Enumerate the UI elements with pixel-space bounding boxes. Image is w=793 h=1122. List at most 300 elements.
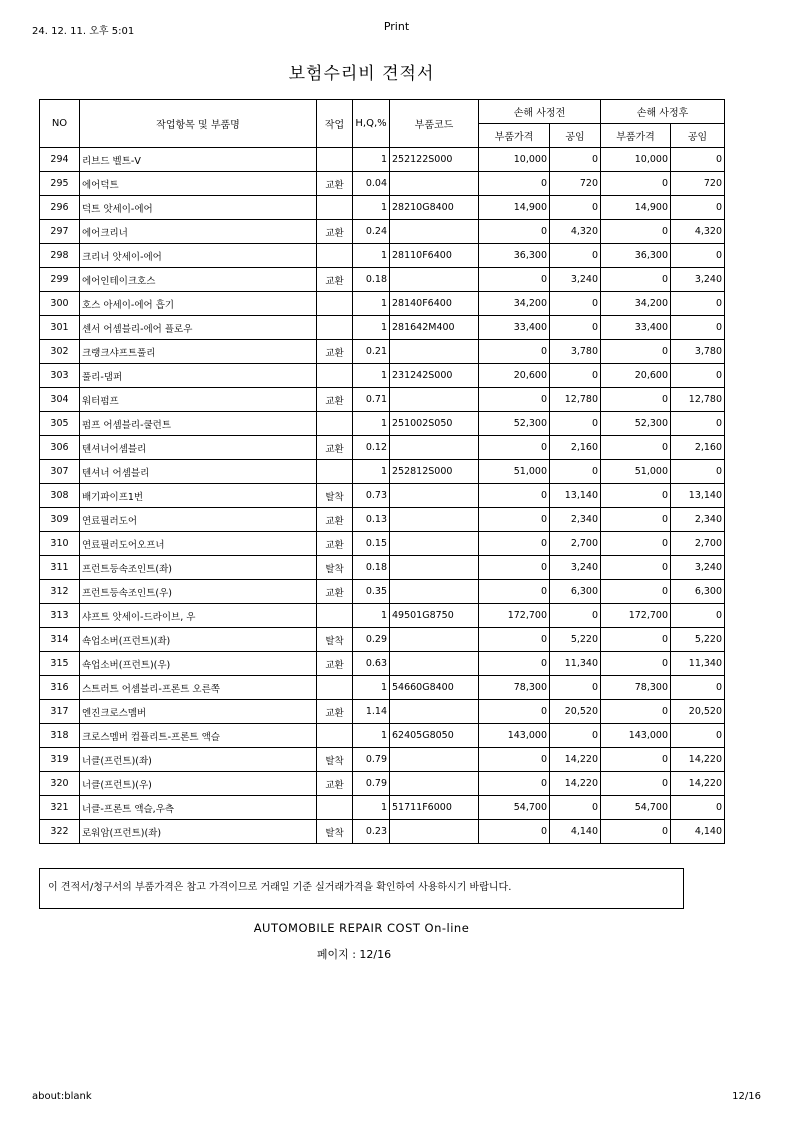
table-row: [40, 700, 725, 724]
cell-after-labor: 4,140: [671, 820, 725, 844]
cell-work: 교환: [317, 268, 353, 292]
cell-before-part-price: 0: [479, 580, 550, 604]
cell-after-part-price: 0: [601, 700, 671, 724]
cell-part-code: [390, 580, 479, 604]
header-before-part-price: 부품가격: [479, 124, 550, 148]
cell-part-code: [390, 772, 479, 796]
cell-work: [317, 316, 353, 340]
cell-no: 301: [40, 316, 80, 340]
cell-hq: 0.23: [353, 820, 390, 844]
cell-before-part-price: 14,900: [479, 196, 550, 220]
cell-work: [317, 412, 353, 436]
cell-hq: 1: [353, 316, 390, 340]
cell-hq: 1: [353, 148, 390, 172]
header-before: 손해 사정전: [479, 100, 601, 124]
cell-no: 308: [40, 484, 80, 508]
cell-before-part-price: 143,000: [479, 724, 550, 748]
cell-no: 315: [40, 652, 80, 676]
cell-before-part-price: 0: [479, 532, 550, 556]
cell-after-part-price: 14,900: [601, 196, 671, 220]
cell-after-part-price: 0: [601, 172, 671, 196]
cell-part-code: [390, 628, 479, 652]
cell-before-labor: 0: [550, 316, 601, 340]
cell-hq: 0.21: [353, 340, 390, 364]
cell-item-name: 너클-프론트 액슬,우측: [80, 796, 317, 820]
cell-before-labor: 2,700: [550, 532, 601, 556]
cell-no: 303: [40, 364, 80, 388]
cell-no: 297: [40, 220, 80, 244]
cell-before-part-price: 0: [479, 268, 550, 292]
cell-hq: 0.73: [353, 484, 390, 508]
cell-no: 322: [40, 820, 80, 844]
cell-part-code: 28210G8400: [390, 196, 479, 220]
cell-item-name: 에어덕트: [80, 172, 317, 196]
cell-before-labor: 5,220: [550, 628, 601, 652]
table-row: [40, 340, 725, 364]
cell-after-labor: 0: [671, 364, 725, 388]
table-row: [40, 724, 725, 748]
cell-item-name: 호스 아세이-에어 흡기: [80, 292, 317, 316]
cell-before-part-price: 0: [479, 700, 550, 724]
cell-before-labor: 12,780: [550, 388, 601, 412]
cell-before-labor: 13,140: [550, 484, 601, 508]
cell-no: 318: [40, 724, 80, 748]
cell-work: 교환: [317, 772, 353, 796]
cell-after-labor: 2,160: [671, 436, 725, 460]
cell-item-name: 에어크리너: [80, 220, 317, 244]
cell-no: 314: [40, 628, 80, 652]
table-row: [40, 316, 725, 340]
cell-hq: 0.13: [353, 508, 390, 532]
cell-after-labor: 2,340: [671, 508, 725, 532]
cell-before-labor: 2,340: [550, 508, 601, 532]
cell-after-part-price: 36,300: [601, 244, 671, 268]
cell-item-name: 풀리-댐퍼: [80, 364, 317, 388]
cell-work: 교환: [317, 700, 353, 724]
cell-after-labor: 0: [671, 796, 725, 820]
cell-work: [317, 796, 353, 820]
cell-before-labor: 0: [550, 604, 601, 628]
cell-no: 295: [40, 172, 80, 196]
cell-after-labor: 14,220: [671, 772, 725, 796]
cell-hq: 0.79: [353, 748, 390, 772]
cell-after-part-price: 0: [601, 580, 671, 604]
cell-before-labor: 2,160: [550, 436, 601, 460]
table-row: [40, 604, 725, 628]
table-row: [40, 148, 725, 172]
cell-after-part-price: 0: [601, 436, 671, 460]
cell-before-part-price: 10,000: [479, 148, 550, 172]
cell-work: 탈착: [317, 820, 353, 844]
cell-part-code: [390, 340, 479, 364]
cell-work: 교환: [317, 508, 353, 532]
cell-item-name: 센서 어셈블리-에어 플로우: [80, 316, 317, 340]
cell-before-part-price: 0: [479, 652, 550, 676]
cell-after-labor: 5,220: [671, 628, 725, 652]
header-no: NO: [40, 100, 80, 148]
table-row: [40, 748, 725, 772]
cell-after-labor: 2,700: [671, 532, 725, 556]
cell-part-code: [390, 820, 479, 844]
cell-work: [317, 676, 353, 700]
cell-before-part-price: 0: [479, 748, 550, 772]
cell-after-labor: 3,780: [671, 340, 725, 364]
cell-no: 296: [40, 196, 80, 220]
cell-no: 311: [40, 556, 80, 580]
cell-part-code: [390, 700, 479, 724]
cell-no: 298: [40, 244, 80, 268]
cell-part-code: [390, 436, 479, 460]
cell-after-labor: 0: [671, 316, 725, 340]
table-row: [40, 460, 725, 484]
table-row: [40, 532, 725, 556]
cell-before-part-price: 51,000: [479, 460, 550, 484]
cell-hq: 1: [353, 364, 390, 388]
cell-item-name: 쇽업소버(프런트)(좌): [80, 628, 317, 652]
cell-no: 299: [40, 268, 80, 292]
cell-before-part-price: 54,700: [479, 796, 550, 820]
cell-part-code: 251002S050: [390, 412, 479, 436]
cell-hq: 1.14: [353, 700, 390, 724]
cell-before-labor: 720: [550, 172, 601, 196]
cell-work: 교환: [317, 652, 353, 676]
table-row: [40, 676, 725, 700]
table-row: [40, 244, 725, 268]
print-url: about:blank: [32, 1091, 92, 1102]
cell-before-part-price: 0: [479, 388, 550, 412]
cell-after-part-price: 0: [601, 484, 671, 508]
cell-part-code: 231242S000: [390, 364, 479, 388]
cell-item-name: 크리너 앗세이-에어: [80, 244, 317, 268]
cell-work: 교환: [317, 220, 353, 244]
cell-before-labor: 6,300: [550, 580, 601, 604]
document-title: 보험수리비 견적서: [288, 64, 435, 84]
cell-hq: 1: [353, 676, 390, 700]
cell-item-name: 연료필러도어: [80, 508, 317, 532]
cell-after-part-price: 10,000: [601, 148, 671, 172]
cell-no: 294: [40, 148, 80, 172]
cell-work: 교환: [317, 436, 353, 460]
header-work: 작업: [317, 100, 353, 148]
cell-before-labor: 14,220: [550, 772, 601, 796]
cell-no: 306: [40, 436, 80, 460]
table-row: [40, 820, 725, 844]
cell-before-part-price: 0: [479, 628, 550, 652]
cell-no: 304: [40, 388, 80, 412]
cell-after-labor: 720: [671, 172, 725, 196]
cell-before-part-price: 0: [479, 484, 550, 508]
cell-before-labor: 0: [550, 364, 601, 388]
cell-hq: 0.15: [353, 532, 390, 556]
cell-after-part-price: 0: [601, 532, 671, 556]
cell-part-code: [390, 748, 479, 772]
cell-after-part-price: 0: [601, 388, 671, 412]
cell-after-part-price: 0: [601, 652, 671, 676]
cell-after-part-price: 78,300: [601, 676, 671, 700]
cell-hq: 0.12: [353, 436, 390, 460]
footer-brand: AUTOMOBILE REPAIR COST On-line: [253, 921, 470, 935]
cell-work: [317, 244, 353, 268]
cell-part-code: 252122S000: [390, 148, 479, 172]
header-after-labor: 공임: [671, 124, 725, 148]
cell-before-part-price: 33,400: [479, 316, 550, 340]
cell-after-labor: 6,300: [671, 580, 725, 604]
cell-before-labor: 0: [550, 412, 601, 436]
cell-hq: 1: [353, 796, 390, 820]
cell-before-part-price: 0: [479, 340, 550, 364]
cell-before-part-price: 0: [479, 772, 550, 796]
cell-before-part-price: 0: [479, 172, 550, 196]
cell-no: 312: [40, 580, 80, 604]
cell-hq: 0.24: [353, 220, 390, 244]
cell-before-part-price: 0: [479, 508, 550, 532]
cell-item-name: 연료필러도어오프너: [80, 532, 317, 556]
cell-before-part-price: 36,300: [479, 244, 550, 268]
cell-after-labor: 11,340: [671, 652, 725, 676]
cell-before-labor: 0: [550, 196, 601, 220]
cell-after-labor: 12,780: [671, 388, 725, 412]
cell-hq: 0.71: [353, 388, 390, 412]
cell-hq: 1: [353, 244, 390, 268]
cell-before-labor: 0: [550, 796, 601, 820]
cell-after-labor: 0: [671, 460, 725, 484]
cell-part-code: [390, 268, 479, 292]
cell-item-name: 프런트등속조인트(좌): [80, 556, 317, 580]
cell-after-labor: 3,240: [671, 556, 725, 580]
cell-work: [317, 292, 353, 316]
cell-hq: 0.79: [353, 772, 390, 796]
cell-after-labor: 0: [671, 292, 725, 316]
cell-after-part-price: 0: [601, 268, 671, 292]
cell-before-labor: 0: [550, 460, 601, 484]
cell-after-part-price: 0: [601, 772, 671, 796]
cell-after-part-price: 0: [601, 748, 671, 772]
cell-part-code: 28140F6400: [390, 292, 479, 316]
cell-after-part-price: 54,700: [601, 796, 671, 820]
cell-part-code: 51711F6000: [390, 796, 479, 820]
cell-part-code: [390, 484, 479, 508]
estimate-table: [39, 99, 725, 844]
cell-work: [317, 364, 353, 388]
cell-item-name: 엔진크로스멤버: [80, 700, 317, 724]
print-header-title: Print: [383, 20, 410, 33]
cell-before-labor: 4,320: [550, 220, 601, 244]
header-before-labor: 공임: [550, 124, 601, 148]
cell-item-name: 배기파이프1번: [80, 484, 317, 508]
cell-after-part-price: 20,600: [601, 364, 671, 388]
cell-after-labor: 0: [671, 412, 725, 436]
table-row: [40, 388, 725, 412]
cell-part-code: [390, 508, 479, 532]
cell-hq: 0.18: [353, 556, 390, 580]
cell-before-labor: 20,520: [550, 700, 601, 724]
cell-item-name: 텐셔너어셈블리: [80, 436, 317, 460]
cell-no: 309: [40, 508, 80, 532]
cell-before-labor: 0: [550, 724, 601, 748]
table-row: [40, 172, 725, 196]
cell-work: [317, 196, 353, 220]
cell-item-name: 너클(프런트)(좌): [80, 748, 317, 772]
cell-after-labor: 0: [671, 724, 725, 748]
cell-item-name: 덕트 앗세이-에어: [80, 196, 317, 220]
cell-item-name: 워터펌프: [80, 388, 317, 412]
cell-before-labor: 11,340: [550, 652, 601, 676]
cell-after-part-price: 51,000: [601, 460, 671, 484]
print-page-count: 12/16: [732, 1091, 761, 1102]
cell-work: 교환: [317, 580, 353, 604]
cell-hq: 0.04: [353, 172, 390, 196]
cell-hq: 1: [353, 412, 390, 436]
cell-part-code: [390, 220, 479, 244]
cell-after-labor: 20,520: [671, 700, 725, 724]
table-row: [40, 508, 725, 532]
table-row: [40, 220, 725, 244]
cell-after-labor: 13,140: [671, 484, 725, 508]
table-row: [40, 484, 725, 508]
cell-before-part-price: 0: [479, 436, 550, 460]
cell-before-part-price: 0: [479, 556, 550, 580]
cell-before-labor: 3,780: [550, 340, 601, 364]
cell-part-code: 62405G8050: [390, 724, 479, 748]
table-row: [40, 772, 725, 796]
cell-before-labor: 0: [550, 676, 601, 700]
cell-before-part-price: 0: [479, 220, 550, 244]
header-after: 손해 사정후: [601, 100, 725, 124]
header-after-part-price: 부품가격: [601, 124, 671, 148]
cell-before-labor: 3,240: [550, 268, 601, 292]
table-row: [40, 292, 725, 316]
cell-work: [317, 604, 353, 628]
cell-item-name: 리브드 벨트-V: [80, 148, 317, 172]
cell-no: 313: [40, 604, 80, 628]
cell-item-name: 쇽업소버(프런트)(우): [80, 652, 317, 676]
cell-item-name: 텐셔너 어셈블리: [80, 460, 317, 484]
cell-after-part-price: 172,700: [601, 604, 671, 628]
cell-work: [317, 724, 353, 748]
cell-part-code: 54660G8400: [390, 676, 479, 700]
cell-no: 320: [40, 772, 80, 796]
cell-work: 탈착: [317, 748, 353, 772]
footer-page-number: 페이지 : 12/16: [316, 948, 392, 961]
cell-no: 319: [40, 748, 80, 772]
cell-work: 탈착: [317, 484, 353, 508]
cell-hq: 0.35: [353, 580, 390, 604]
cell-after-labor: 0: [671, 244, 725, 268]
cell-before-part-price: 52,300: [479, 412, 550, 436]
cell-part-code: [390, 172, 479, 196]
cell-before-labor: 0: [550, 244, 601, 268]
cell-after-labor: 4,320: [671, 220, 725, 244]
cell-item-name: 로워암(프런트)(좌): [80, 820, 317, 844]
cell-before-part-price: 20,600: [479, 364, 550, 388]
cell-before-part-price: 78,300: [479, 676, 550, 700]
cell-after-part-price: 0: [601, 220, 671, 244]
cell-before-labor: 4,140: [550, 820, 601, 844]
cell-hq: 1: [353, 292, 390, 316]
price-notice: 이 견적서/청구서의 부품가격은 참고 가격이므로 거래일 기준 실거래가격을 확인하여 사용하시기 바랍니다.: [39, 868, 684, 909]
cell-no: 305: [40, 412, 80, 436]
cell-work: 교환: [317, 388, 353, 412]
table-row: [40, 268, 725, 292]
cell-hq: 0.18: [353, 268, 390, 292]
cell-part-code: 252812S000: [390, 460, 479, 484]
cell-work: 교환: [317, 172, 353, 196]
cell-after-labor: 14,220: [671, 748, 725, 772]
cell-hq: 1: [353, 604, 390, 628]
cell-after-labor: 0: [671, 148, 725, 172]
cell-hq: 1: [353, 460, 390, 484]
cell-before-part-price: 172,700: [479, 604, 550, 628]
cell-no: 302: [40, 340, 80, 364]
cell-after-labor: 0: [671, 604, 725, 628]
cell-item-name: 에어인테이크호스: [80, 268, 317, 292]
cell-item-name: 샤프트 앗세이-드라이브, 우: [80, 604, 317, 628]
cell-after-part-price: 0: [601, 508, 671, 532]
cell-no: 321: [40, 796, 80, 820]
cell-after-part-price: 0: [601, 556, 671, 580]
cell-no: 316: [40, 676, 80, 700]
header-hq: H,Q,%: [353, 100, 390, 148]
table-row: [40, 796, 725, 820]
cell-part-code: 281642M400: [390, 316, 479, 340]
cell-after-labor: 3,240: [671, 268, 725, 292]
cell-no: 307: [40, 460, 80, 484]
cell-work: 탈착: [317, 556, 353, 580]
cell-hq: 1: [353, 196, 390, 220]
cell-hq: 1: [353, 724, 390, 748]
cell-after-labor: 0: [671, 676, 725, 700]
cell-part-code: [390, 388, 479, 412]
table-row: [40, 196, 725, 220]
cell-no: 300: [40, 292, 80, 316]
cell-before-part-price: 0: [479, 820, 550, 844]
cell-part-code: 28110F6400: [390, 244, 479, 268]
cell-item-name: 펌프 어셈블리-쿨런트: [80, 412, 317, 436]
cell-before-labor: 14,220: [550, 748, 601, 772]
cell-after-part-price: 0: [601, 820, 671, 844]
table-row: [40, 364, 725, 388]
cell-work: [317, 460, 353, 484]
cell-item-name: 스트러트 어셈블리-프론트 오른쪽: [80, 676, 317, 700]
cell-no: 310: [40, 532, 80, 556]
cell-after-part-price: 34,200: [601, 292, 671, 316]
cell-work: [317, 148, 353, 172]
cell-item-name: 너클(프런트)(우): [80, 772, 317, 796]
cell-after-part-price: 52,300: [601, 412, 671, 436]
table-row: [40, 652, 725, 676]
table-row: [40, 628, 725, 652]
cell-part-code: 49501G8750: [390, 604, 479, 628]
cell-part-code: [390, 532, 479, 556]
table-row: [40, 556, 725, 580]
table-row: [40, 436, 725, 460]
cell-part-code: [390, 556, 479, 580]
cell-work: 교환: [317, 340, 353, 364]
cell-item-name: 크로스멤버 컴플리트-프론트 액슬: [80, 724, 317, 748]
cell-after-part-price: 0: [601, 628, 671, 652]
cell-hq: 0.63: [353, 652, 390, 676]
cell-work: 탈착: [317, 628, 353, 652]
cell-item-name: 프런트등속조인트(우): [80, 580, 317, 604]
table-row: [40, 580, 725, 604]
cell-before-labor: 0: [550, 292, 601, 316]
cell-item-name: 크랭크샤프트풀리: [80, 340, 317, 364]
cell-after-part-price: 33,400: [601, 316, 671, 340]
cell-before-part-price: 34,200: [479, 292, 550, 316]
cell-before-labor: 0: [550, 148, 601, 172]
header-item: 작업항목 및 부품명: [80, 100, 317, 148]
cell-after-labor: 0: [671, 196, 725, 220]
